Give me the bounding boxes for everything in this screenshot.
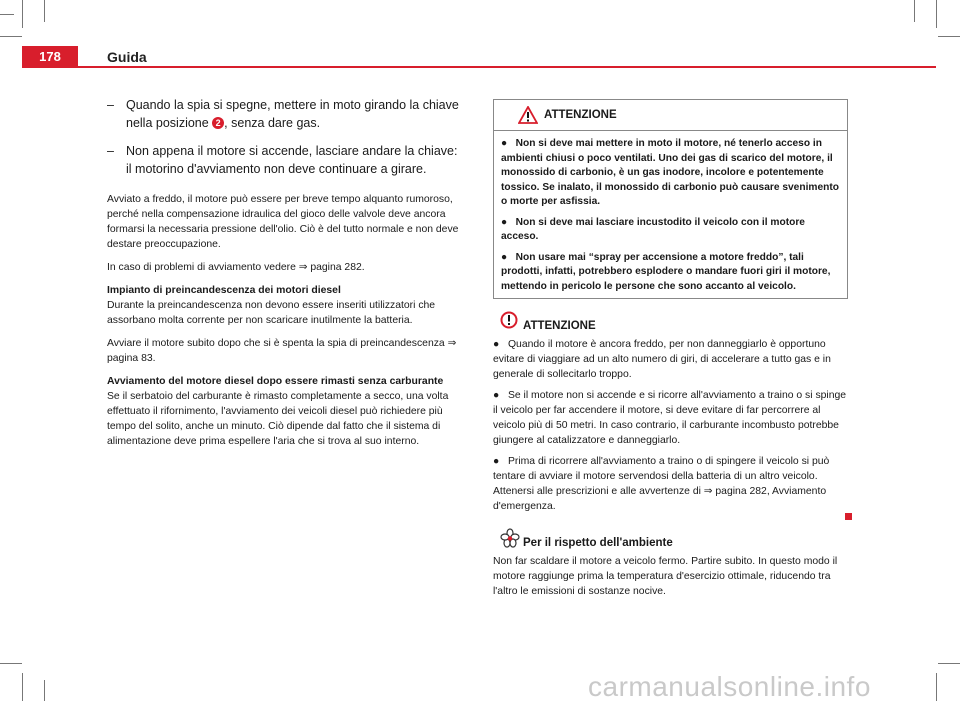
warning-triangle-icon: [518, 106, 538, 129]
crop-mark: [0, 36, 22, 37]
caution-item: [493, 454, 848, 514]
step-item: [107, 96, 462, 132]
dash: –: [107, 144, 114, 158]
paragraph: Se il serbatoio del carburante è rimasto completamente a secco, una volta effettuato il rifornimento, l'avviamento dei veicoli diesel può richiedere più tempo del solito, anche un minuto. Ciò dipende dal fatto che il sistema di alimentazione deve prima espellere l'aria che si trova al suo interno.: [107, 391, 449, 447]
step-text: Non appena il motore si accende, lasciare andare la chiave: il motorino d'avviamento non deve continuare a girare.: [126, 144, 458, 176]
environment-header: [493, 528, 848, 554]
paragraph-page-ref: In caso di problemi di avviamento vedere ⇒ pagina 282.: [107, 262, 365, 273]
bullet: ●: [493, 390, 500, 401]
crop-mark: [938, 663, 960, 664]
warning-text: Non si deve mai lasciare incustodito il veicolo con il motore acceso.: [501, 216, 805, 242]
crop-mark: [938, 36, 960, 37]
subheading: Avviamento del motore diesel dopo essere rimasti senza carburante: [107, 376, 444, 387]
caution-exclamation-icon: [500, 311, 518, 334]
bullet: ●: [493, 339, 500, 350]
reference-number-badge: 2: [212, 117, 224, 129]
bullet: ●: [493, 456, 500, 467]
environment-text: Non far scaldare il motore a veicolo fermo. Partire subito. In questo modo il motore raggiunge prima la temperatura d'esercizio ottimale, riducendo tra l'altro le emissioni di sostanze nocive.: [493, 556, 838, 597]
end-of-section-marker: [845, 513, 852, 520]
crop-mark: [0, 663, 22, 664]
warning-item: [501, 137, 841, 210]
paragraph: Avviato a freddo, il motore può essere per breve tempo alquanto rumoroso, perché nella compensazione idraulica del gioco delle valvole deve ancora formarsi la necessaria pressione dell'olio. Ciò è del tutto normale e non deve destare preoccupazione.: [107, 194, 459, 250]
bullet: ●: [501, 216, 508, 228]
crop-mark: [22, 673, 23, 701]
paragraph-page-ref: Avviare il motore subito dopo che si è spenta la spia di preincandescenza ⇒ pagina 83.: [107, 338, 457, 364]
crop-mark: [44, 0, 45, 22]
caution-text: Quando il motore è ancora freddo, per non danneggiarlo è opportuno evitare di viaggiare ad un alto numero di giri, di accelerare a tutto gas e in generale di sollecitarlo troppo.: [493, 339, 831, 380]
caution-title: ATTENZIONE: [523, 320, 596, 332]
step-item: [107, 142, 462, 178]
subheading: Impianto di preincandescenza dei motori diesel: [107, 285, 341, 296]
environment-flower-icon: [500, 528, 520, 553]
watermark: carmanualsonline.info: [588, 671, 871, 702]
crop-mark: [914, 0, 915, 22]
warning-title: ATTENZIONE: [544, 109, 617, 121]
bullet: ●: [501, 138, 508, 149]
right-column: [493, 99, 848, 605]
crop-mark: [22, 0, 23, 28]
caution-text: Se il motore non si accende e si ricorre all'avviamento a traino o si spinge il veicolo per far accendere il motore, si deve evitare di far percorrere al veicolo più di 50 metri. In caso contrario, il carburante incombusto potrebbe giungere al catalizzatore e danneggiarlo.: [493, 390, 847, 446]
crop-mark: [936, 673, 937, 701]
caution-item: [493, 388, 848, 448]
crop-mark: [0, 14, 14, 15]
page-number: 178: [22, 46, 78, 68]
crop-mark: [44, 680, 45, 701]
section-title: Guida: [107, 49, 147, 65]
dash: –: [107, 98, 114, 112]
caution-item: [493, 337, 848, 382]
warning-header: [494, 100, 847, 131]
caution-text: Prima di ricorrere all'avviamento a traino o di spingere il veicolo si può tentare di avviare il motore servendosi della batteria di un altro veicolo. Attenersi alle prescrizioni e alle avvertenze di ⇒ pagina 282, Avviamento d'emergenza.: [493, 456, 830, 512]
warning-item: [501, 216, 841, 245]
crop-mark: [936, 0, 937, 28]
header-rule: [78, 66, 936, 68]
step-text-end: , senza dare gas.: [224, 116, 321, 130]
warning-box: [493, 99, 848, 299]
caution-header: [493, 311, 848, 337]
warning-text: Non si deve mai mettere in moto il motore, né tenerlo acceso in ambienti chiusi o poco ventilati. Uno dei gas di scarico del motore, il monossido di carbonio, è un gas inodore, incolore e potentemente tossico. Se inalato, il monossido di carbonio può causare svenimento o morte per asfissia.: [501, 138, 839, 207]
warning-item: [501, 251, 841, 295]
warning-body: [494, 131, 847, 298]
environment-title: Per il rispetto dell'ambiente: [523, 537, 673, 549]
warning-text: Non usare mai “spray per accensione a motore freddo”, tali prodotti, infatti, potrebbero esplodere o mandare fuori giri il motore, mettendo in pericolo le persone che sono accanto al veicolo.: [501, 251, 831, 292]
paragraph: Durante la preincandescenza non devono essere inseriti utilizzatori che assorbano molta corrente per non scaricare inutilmente la batteria.: [107, 300, 436, 326]
left-column: [107, 96, 462, 457]
bullet: ●: [501, 251, 508, 263]
step-text: Quando la spia si spegne, mettere in moto girando la chiave nella posizione: [126, 98, 459, 130]
